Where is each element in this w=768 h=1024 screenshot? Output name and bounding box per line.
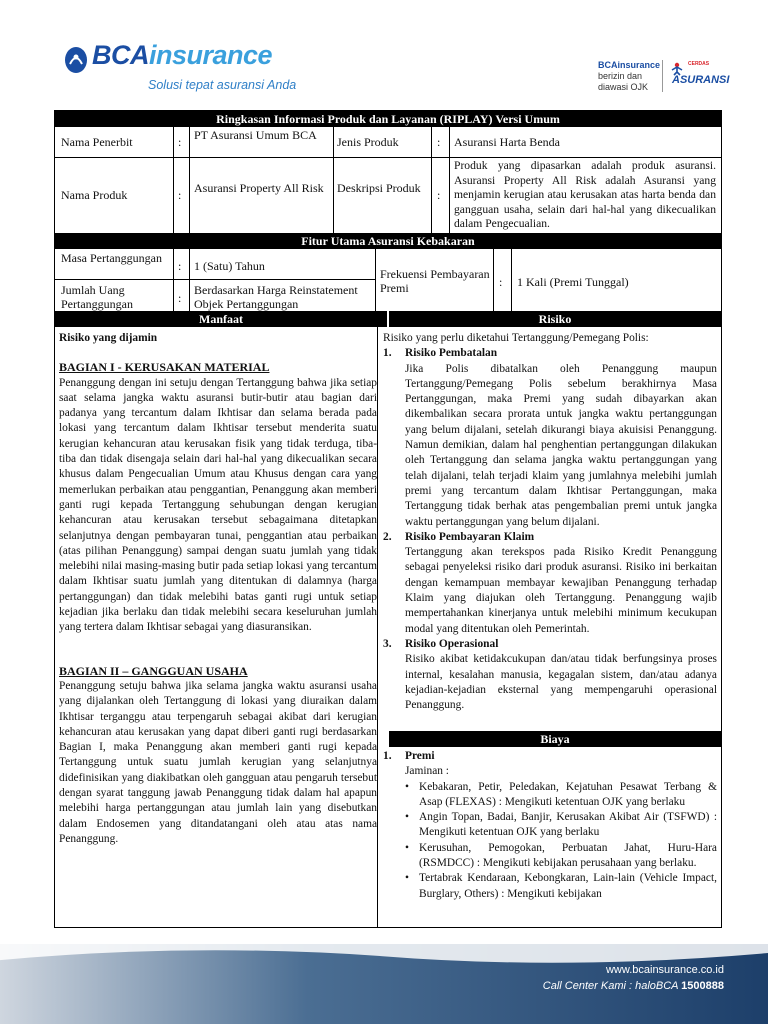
- website-link[interactable]: www.bcainsurance.co.id: [605, 964, 724, 976]
- biaya-header: Biaya: [389, 731, 721, 747]
- call-center: Call Center Kami : haloBCA 1500888: [542, 980, 724, 992]
- logo-wordmark: BCAinsurance: [92, 40, 273, 70]
- header-divider: [662, 60, 663, 92]
- col-divider: [189, 127, 190, 233]
- jumlah-label: Jumlah Uang Pertanggungan: [61, 283, 133, 311]
- deskripsi-value: Produk yang dipasarkan adalah produk asuransi. Asuransi Property All Risk adalah Asuransi yang menjamin kerugian atau kerusakan atas harta benda dan gangguan usaha, selain dari hal-hal yang dikecualikan dalam Pengecualian.: [454, 159, 716, 231]
- penerbit-value: PT Asuransi Umum BCA: [194, 128, 317, 142]
- risiko-item-1: 1. Risiko Pembatalan Jika Polis dibatalkan oleh Penanggung maupun Tertanggung/Pemegang Polis sebelum berakhirnya Masa Pertanggungan, maka Premi yang sudah dibayarkan akan dikembalikan secara prorata untuk jangka waktu pertanggungan yang belum dijalani, setelah dikurangi biaya akuisisi Penanggung. Namun demikian, dalam hal penghentian pertanggungan dilakukan oleh Tertanggung dan selama jangka waktu pertanggungan yang telah dijalani, telah terjadi klaim yang jumlahnya melebihi jumlah premi yang tercantum dalam Ikhtisar Pertanggungan, maka Tertanggung tidak berhak atas pengembalian premi untuk jangka waktu pertanggungan yang belum dijalani.: [383, 347, 717, 528]
- colon: :: [499, 275, 503, 289]
- frekuensi-value: 1 Kali (Premi Tunggal): [517, 275, 629, 289]
- jaminan-label: Jaminan :: [405, 765, 449, 778]
- manfaat-intro: Risiko yang dijamin: [59, 332, 158, 344]
- frekuensi-label: Frekuensi Pembayaran Premi: [380, 267, 490, 295]
- biaya-bullet: • Tertabrak Kendaraan, Kebongkaran, Lain-lain (Vehicle Impact, Burglary, Others) : Mengikuti kebijakan: [405, 872, 717, 900]
- risiko-intro: Risiko yang perlu diketahui Tertanggung/Pemegang Polis:: [383, 332, 649, 344]
- bca-emblem-icon: [64, 46, 88, 74]
- row-divider: [55, 279, 375, 280]
- risiko-item-3: 3. Risiko Operasional Risiko akibat ketidakcukupan dan/atau tidak berfungsinya proses internal, kesalahan manusia, kegagalan sistem, dan/atau adanya kejadian-kejadian eksternal yang mempengaruhi operasional Penanggung.: [383, 637, 717, 712]
- risiko-item-2: 2. Risiko Pembayaran Klaim Tertanggung akan terekspos pada Risiko Kredit Penanggung sebagai penyeleksi risiko dari produk asuransi. Risiko ini berkaitan dengan kemampuan membayar kewajiban Penanggung terhadap Klaim yang diajukan oleh Tertanggung. Penanggung wajib mempertahankan kinerjanya untuk melebihi minimum kecukupan modal yang ditentukan oleh Pemerintah.: [383, 530, 717, 635]
- produk-label: Nama Produk: [61, 188, 128, 202]
- colon: :: [437, 135, 441, 149]
- masa-label: Masa Pertanggungan: [61, 251, 162, 265]
- page-header: [0, 0, 768, 108]
- colon: :: [178, 291, 182, 305]
- col-divider: [511, 249, 512, 311]
- page-footer: [0, 944, 768, 1024]
- jenis-label: Jenis Produk: [337, 135, 399, 149]
- col-divider: [173, 127, 174, 233]
- row-divider: [55, 157, 721, 158]
- colon: :: [178, 135, 182, 149]
- deskripsi-label: Deskripsi Produk: [337, 181, 421, 195]
- jumlah-value: Berdasarkan Harga Reinstatement Objek Pertanggungan: [194, 283, 358, 311]
- produk-value: Asuransi Property All Risk: [194, 181, 324, 195]
- bagian2-text: Penanggung setuju bahwa jika selama jangka waktu asuransi usaha yang dijalankan oleh Tertanggung di lokasi yang diuraikan dalam Ikhtisar terganggu atau terpengaruh sebagai akibat dari kerugian kehancuran atau kerusakan yang dapat diberi ganti rugi berdasarkan Bagian I, maka Penanggung akan memberi ganti rugi kepada Tertanggung untuk suatu jumlah kerugian yang selanjutnya didefinisikan yang diakibatkan oleh gangguan atau pengaruh tersebut dengan syarat tanggung jawab Penanggung tidak dalam hal apapun melebihi harga pertanggungan atau jumlah lain yang disebutkan dalam Endosemen yang ditandatangani oleh atau atas nama Penanggung.: [59, 679, 377, 845]
- document-title: Ringkasan Informasi Produk dan Layanan (RIPLAY) Versi Umum: [55, 111, 721, 127]
- biaya-column: 1. Premi Jaminan : • Kebakaran, Petir, Peledakan, Kejatuhan Pesawat Terbang & Asap (FLEXAS) : Mengikuti ketentuan OJK yang berlaku • Angin Topan, Badai, Banjir, Kerusakan Akibat Air (TSFWD) : Mengikuti ketentuan OJK yang berlaku • Kerusuhan, Pemogokan, Perbuatan Jahat, Huru-Hara (RSMDCC) : Mengikuti kebijakan perusahaan yang berlaku. • Tertabrak Kendaraan, Kebongkaran, Lain-lain (Vehicle Impact, Burglary, Others) : Mengikuti kebijakan: [383, 749, 717, 902]
- biaya-bullet: • Kebakaran, Petir, Peledakan, Kejatuhan Pesawat Terbang & Asap (FLEXAS) : Mengikuti ketentuan OJK yang berlaku: [405, 780, 717, 808]
- tagline: Solusi tepat asuransi Anda: [148, 78, 297, 92]
- bagian1-title: BAGIAN I - KERUSAKAN MATERIAL: [59, 360, 270, 375]
- manfaat-header: Manfaat: [55, 311, 387, 327]
- jenis-value: Asuransi Harta Benda: [454, 135, 560, 149]
- col-divider: [173, 249, 174, 311]
- masa-value: 1 (Satu) Tahun: [194, 259, 265, 273]
- biaya-bullet: • Kerusuhan, Pemogokan, Perbuatan Jahat, Huru-Hara (RSMDCC) : Mengikuti kebijakan perusahaan yang berlaku.: [405, 841, 717, 870]
- column-separator: [377, 327, 378, 927]
- col-divider: [431, 127, 432, 233]
- col-divider: [375, 249, 376, 311]
- colon: :: [178, 188, 182, 202]
- col-divider: [493, 249, 494, 311]
- penerbit-label: Nama Penerbit: [61, 135, 133, 149]
- col-divider: [189, 249, 190, 311]
- ojk-statement: BCAinsurance berizin dan diawasi OJK: [598, 60, 661, 92]
- colon: :: [178, 259, 182, 273]
- risiko-column: [383, 331, 717, 713]
- fitur-header: Fitur Utama Asuransi Kebakaran: [55, 233, 721, 249]
- bagian2-title: BAGIAN II – GANGGUAN USAHA: [59, 663, 248, 678]
- bca-insurance-logo[interactable]: [64, 40, 304, 94]
- biaya-bullet: • Angin Topan, Badai, Banjir, Kerusakan Akibat Air (TSFWD) : Mengikuti ketentuan OJK yang berlaku: [405, 811, 717, 839]
- manfaat-column: [59, 331, 377, 847]
- bagian1-text: Penanggung dengan ini setuju dengan Tertanggung bahwa jika setiap saat selama jangka waktu asuransi butir-butir atau bagian dari padanya yang tercantum dalam Ikhtisar dan selama berada pada lokasi yang tercantum dalam Ikhtisar tersebut menderita suatu kerugian kehancuran atau kerusakan fisik yang tidak terduga, tiba-tiba dan tidak disengaja selain dari hal-hal yang dikecualikan secara khusus dalam Pengecualian Umum atau Khusus dengan cara yang memerlukan perbaikan atau penggantian, Penanggung akan memberi ganti rugi kepada Tertanggung sehubungan dengan kerugian kehancuran atau kerusakan tersebut sebagaimana ditetapkan selanjutnya dengan pembayaran tunai, penggantian atau perbaikan (atas pilihan Penanggung) sampai dengan suatu jumlah yang tidak melebihi nilai masing-masing butir pada setiap lokasi yang tercantum dalam Ikhtisar suatu jumlah yang ditentukan di dalamnya (harga pertanggungan) dan tidak melebihi batas ganti rugi untuk setiap kejadian jika berlaku dan tidak melebihi secara keseluruhan jumlah yang tertera dalam Ikhtisar sebagai yang diasuransikan.: [59, 376, 377, 634]
- col-divider: [449, 127, 450, 233]
- colon: :: [437, 188, 441, 202]
- col-divider: [333, 127, 334, 233]
- cerdas-asuransi-logo: CERDAS ASURANSI: [672, 61, 730, 86]
- riplay-document: [54, 110, 722, 928]
- risiko-header: Risiko: [389, 311, 721, 327]
